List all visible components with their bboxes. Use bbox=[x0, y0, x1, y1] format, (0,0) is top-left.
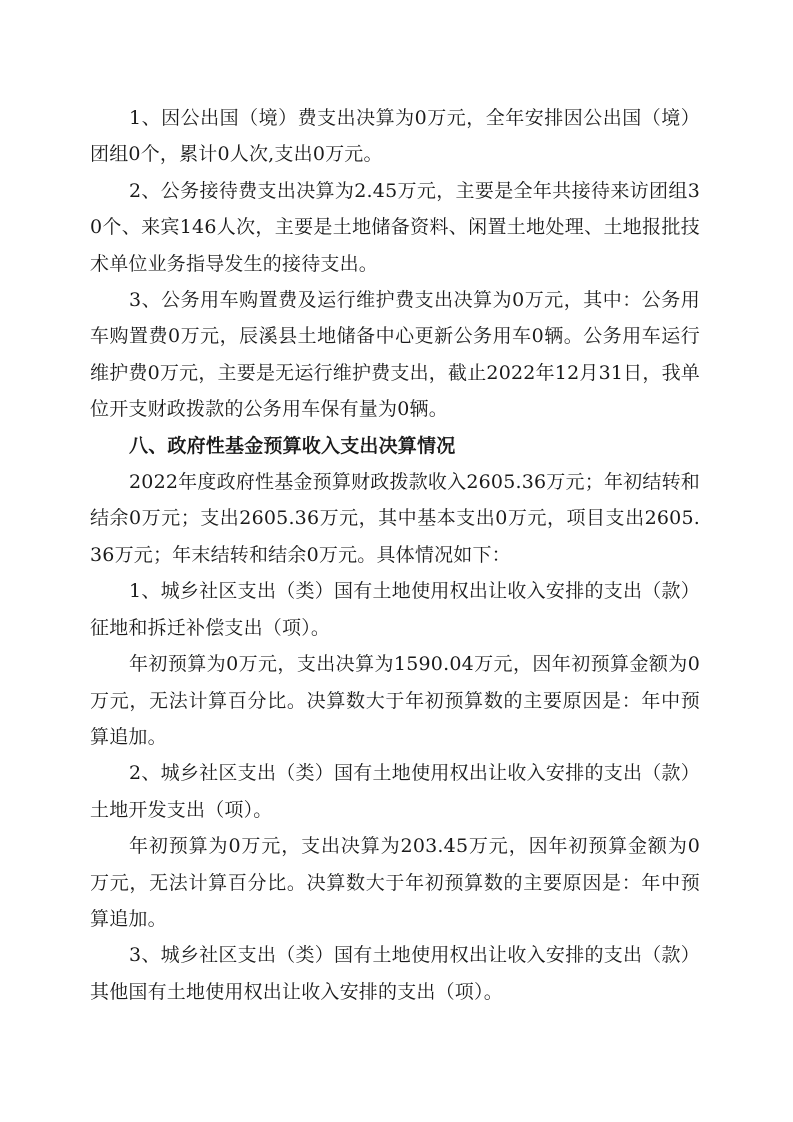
paragraph-item-detail: 年初预算为0万元，支出决算为203.45万元，因年初预算金额为0万元，无法计算百分比。决算数大于年初预算数的主要原因是：年中预算追加。 bbox=[90, 835, 700, 930]
paragraph-overseas-expense: 1、因公出国（境）费支出决算为0万元，全年安排因公出国（境）团组0个，累计0人次,支出0万元。 bbox=[90, 107, 700, 166]
page-content bbox=[90, 100, 700, 1010]
paragraph-fund-summary: 2022年度政府性基金预算财政拨款收入2605.36万元；年初结转和结余0万元；支出2605.36万元，其中基本支出0万元，项目支出2605.36万元；年末结转和结余0万元。具体情况如下： bbox=[90, 471, 700, 566]
paragraph-item-title: 1、城乡社区支出（类）国有土地使用权出让收入安排的支出（款）征地和拆迁补偿支出（项）。 bbox=[90, 580, 700, 639]
paragraph-reception-expense: 2、公务接待费支出决算为2.45万元，主要是全年共接待来访团组30个、来宾146人次，主要是土地储备资料、闲置土地处理、土地报批技术单位业务指导发生的接待支出。 bbox=[90, 179, 700, 275]
paragraph-item-detail: 年初预算为0万元，支出决算为1590.04万元，因年初预算金额为0万元，无法计算百分比。决算数大于年初预算数的主要原因是：年中预算追加。 bbox=[90, 653, 700, 748]
paragraph-item-title: 2、城乡社区支出（类）国有土地使用权出让收入安排的支出（款）土地开发支出（项）。 bbox=[90, 762, 700, 821]
section-heading-government-fund: 八、政府性基金预算收入支出决算情况 bbox=[129, 434, 456, 457]
paragraph-item-title: 3、城乡社区支出（类）国有土地使用权出让收入安排的支出（款）其他国有土地使用权出让收入安排的支出（项）。 bbox=[90, 944, 700, 1003]
paragraph-vehicle-expense: 3、公务用车购置费及运行维护费支出决算为0万元，其中：公务用车购置费0万元，辰溪县土地储备中心更新公务用车0辆。公务用车运行维护费0万元，主要是无运行维护费支出，截止2022年12月31日，我单位开支财政拨款的公务用车保有量为0辆。 bbox=[90, 289, 700, 421]
